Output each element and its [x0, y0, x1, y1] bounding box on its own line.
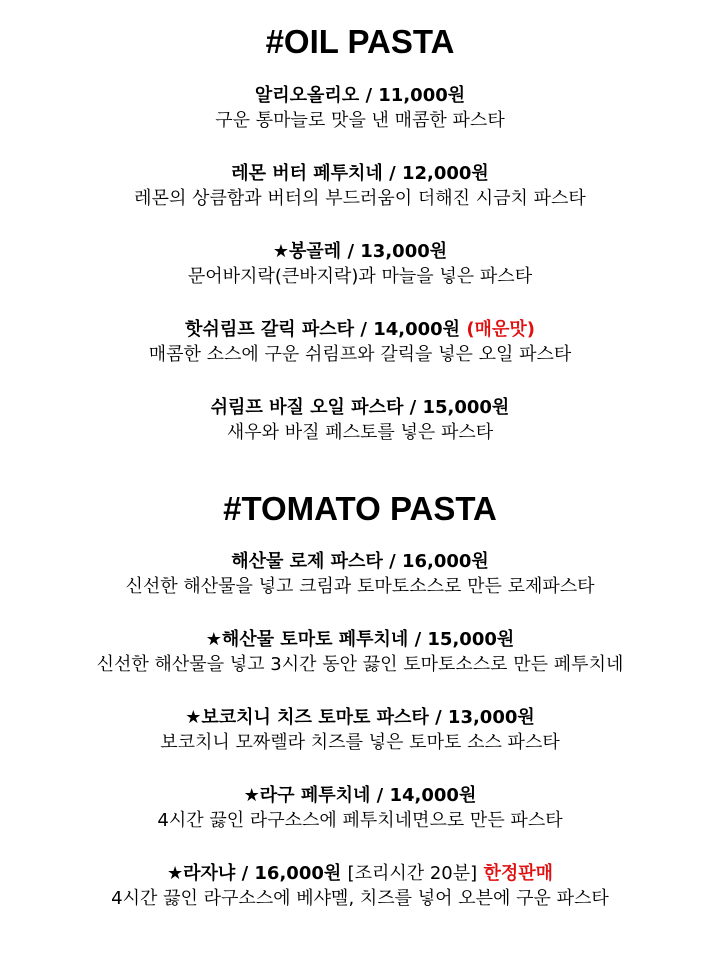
item-name: ★해산물 토마토 페투치네 [205, 629, 409, 650]
item-heading [0, 162, 720, 186]
price-separator: / [408, 629, 428, 650]
item-heading [0, 784, 720, 808]
menu-item-vongole [0, 240, 720, 318]
item-heading [0, 240, 720, 264]
menu-item-hot-shrimp-garlic [0, 318, 720, 396]
menu-item-shrimp-basil-oil [0, 396, 720, 474]
item-name: ★봉골레 [272, 241, 348, 262]
price-separator: / [370, 785, 390, 806]
item-name: 알리오올리오 [254, 85, 360, 106]
item-description: 신선한 해산물을 넣고 3시간 동안 끓인 토마토소스로 만든 페투치네 [96, 654, 624, 675]
item-name: ★라구 페투치네 [243, 785, 371, 806]
spicy-tag: (매운맛) [466, 319, 535, 340]
item-description: 신선한 해산물을 넣고 크림과 토마토소스로 만든 로제파스타 [125, 576, 595, 597]
item-heading [0, 862, 720, 886]
item-name: 해산물 로제 파스타 [231, 551, 383, 572]
oil-pasta-list [0, 84, 720, 474]
item-price: 15,000원 [422, 397, 510, 418]
menu-item-lasagna [0, 862, 720, 940]
menu-item-bocconcini-tomato [0, 706, 720, 784]
tomato-pasta-title: #TOMATO PASTA [223, 490, 497, 527]
item-heading [0, 84, 720, 108]
item-price: 11,000원 [378, 85, 466, 106]
item-name: ★보코치니 치즈 토마토 파스타 [185, 707, 429, 728]
menu-item-lemon-butter-fettuccine [0, 162, 720, 240]
item-description: 4시간 끓인 라구소스에 베샤멜, 치즈를 넣어 오븐에 구운 파스타 [111, 888, 609, 909]
item-name: 쉬림프 바질 오일 파스타 [210, 397, 404, 418]
item-price: 15,000원 [427, 629, 515, 650]
menu-item-seafood-tomato-fettuccine [0, 628, 720, 706]
limited-sale-tag: 한정판매 [483, 863, 554, 884]
item-description: 문어바지락(큰바지락)과 마늘을 넣은 파스타 [187, 266, 533, 287]
item-price: 14,000원 [373, 319, 461, 340]
item-price: 13,000원 [447, 707, 535, 728]
item-heading [0, 628, 720, 652]
menu-item-seafood-rose [0, 550, 720, 628]
item-heading [0, 318, 720, 342]
item-name: 핫쉬림프 갈릭 파스타 [185, 319, 355, 340]
cooking-time-note: [조리시간 20분] [347, 863, 478, 884]
item-price: 12,000원 [401, 163, 489, 184]
menu-item-ragu-fettuccine [0, 784, 720, 862]
item-description: 4시간 끓인 라구소스에 페투치네면으로 만든 파스타 [157, 810, 563, 831]
item-name: ★라자냐 [166, 863, 236, 884]
price-separator: / [428, 707, 448, 728]
item-description: 보코치니 모짜렐라 치즈를 넣은 토마토 소스 파스타 [160, 732, 560, 753]
tomato-pasta-list [0, 550, 720, 940]
item-description: 레몬의 상큼함과 버터의 부드러움이 더해진 시금치 파스타 [134, 188, 586, 209]
item-description: 매콤한 소스에 구운 쉬림프와 갈릭을 넣은 오일 파스타 [148, 344, 572, 365]
price-separator: / [359, 85, 379, 106]
item-price: 16,000원 [401, 551, 489, 572]
price-separator: / [403, 397, 423, 418]
item-description: 새우와 바질 페스토를 넣은 파스타 [226, 422, 494, 443]
price-separator: / [382, 551, 402, 572]
item-description: 구운 통마늘로 맛을 낸 매콤한 파스타 [215, 110, 505, 131]
price-separator: / [347, 241, 361, 262]
price-separator: / [235, 863, 255, 884]
price-separator: / [354, 319, 374, 340]
oil-pasta-title: #OIL PASTA [265, 23, 455, 60]
item-heading [0, 396, 720, 420]
item-price: 14,000원 [389, 785, 477, 806]
item-name: 레몬 버터 페투치네 [231, 163, 383, 184]
menu-item-aglio-olio [0, 84, 720, 162]
item-price: 13,000원 [360, 241, 448, 262]
price-separator: / [382, 163, 402, 184]
item-heading [0, 706, 720, 730]
item-price: 16,000원 [254, 863, 342, 884]
item-heading [0, 550, 720, 574]
